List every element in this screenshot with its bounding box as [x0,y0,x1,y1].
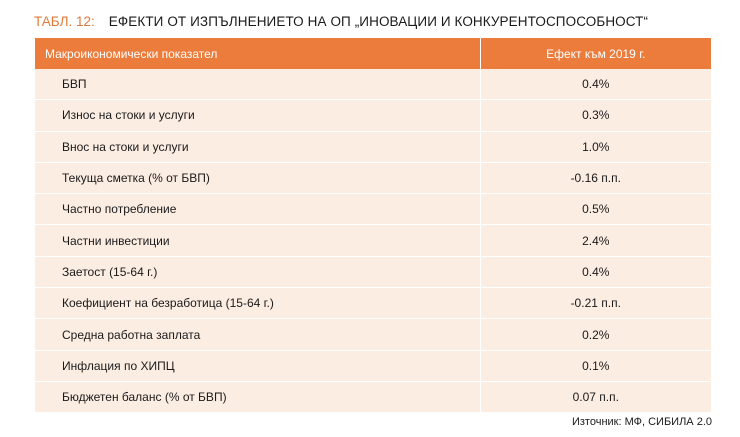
effect-value: 0.07 п.п. [480,381,711,412]
indicator-name: Коефициент на безработица (15-64 г.) [35,288,480,319]
indicator-name: Внос на стоки и услуги [35,131,480,162]
effect-value: -0.16 п.п. [480,162,711,193]
indicator-name: Бюджетен баланс (% от БВП) [35,381,480,412]
indicator-name: Износ на стоки и услуги [35,100,480,131]
column-header-indicator: Макроикономически показател [35,38,480,69]
effect-value: 1.0% [480,131,711,162]
table-number: ТАБЛ. 12: [34,14,95,29]
table-row [35,194,711,225]
table-row [35,162,711,193]
indicator-name: Частни инвестиции [35,225,480,256]
indicator-name: Заетост (15-64 г.) [35,256,480,287]
column-header-effect: Ефект към 2019 г. [480,38,711,69]
table-row [35,225,711,256]
table-row [35,319,711,350]
table-row [35,350,711,381]
table-row [35,288,711,319]
effect-value: -0.21 п.п. [480,288,711,319]
table-header-row [35,38,711,69]
table-row [35,131,711,162]
effect-value: 0.1% [480,350,711,381]
table-row [35,256,711,287]
indicator-name: Средна работна заплата [35,319,480,350]
effect-value: 0.3% [480,100,711,131]
effect-value: 2.4% [480,225,711,256]
effect-value: 0.2% [480,319,711,350]
table-row [35,381,711,412]
effects-table [35,38,711,413]
effect-value: 0.4% [480,256,711,287]
indicator-name: Частно потребление [35,194,480,225]
table-title: ЕФЕКТИ ОТ ИЗПЪЛНЕНИЕТО НА ОП „ИНОВАЦИИ И КОНКУРЕНТОСПОСОБНОСТ“ [108,14,649,29]
source-note: Източник: МФ, СИБИЛА 2.0 [571,416,712,428]
table-row [35,100,711,131]
table-row [35,69,711,100]
effect-value: 0.4% [480,69,711,100]
effect-value: 0.5% [480,194,711,225]
indicator-name: БВП [35,69,480,100]
table-caption [34,12,648,32]
indicator-name: Текуща сметка (% от БВП) [35,162,480,193]
indicator-name: Инфлация по ХИПЦ [35,350,480,381]
